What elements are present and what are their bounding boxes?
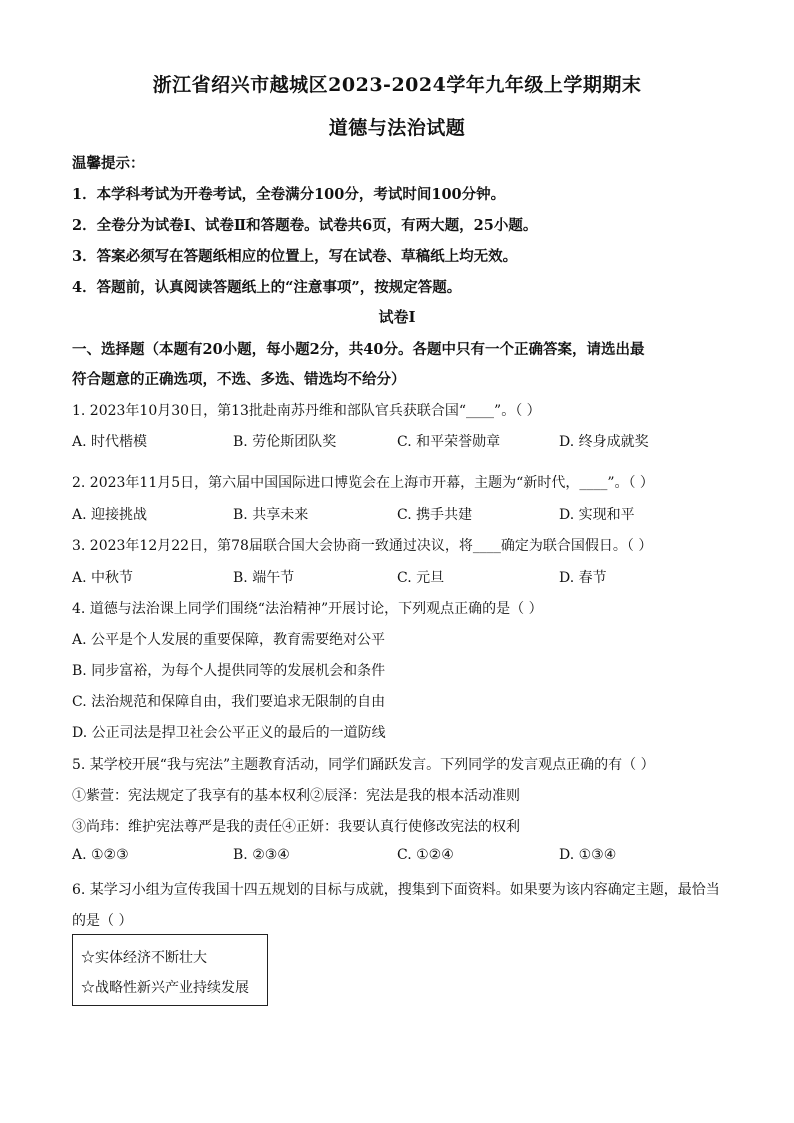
material-item: ☆实体经济不断壮大 — [81, 950, 207, 966]
question-stem: 2. 2023年11月5日，第六届中国国际进口博览会在上海市开幕，主题为“新时代，____”。（ ） — [72, 475, 654, 491]
part-heading-cont: 符合题意的正确选项，不选、多选、错选均不给分） — [72, 371, 406, 388]
option-b: B. ②③④ — [233, 847, 290, 863]
option-a: A. 时代楷模 — [72, 434, 148, 450]
option-a: A. 中秋节 — [72, 570, 134, 586]
option-c: C. 法治规范和保障自由，我们要追求无限制的自由 — [72, 694, 386, 710]
tip-item: 1．本学科考试为开卷考试，全卷满分100分，考试时间100分钟。 — [72, 186, 506, 203]
option-b: B. 劳伦斯团队奖 — [233, 434, 337, 450]
option-c: C. ①②④ — [397, 847, 454, 863]
question-stem: 6. 某学习小组为宣传我国十四五规划的目标与成就，搜集到下面资料。如果要为该内容确定主题，最恰当 — [72, 882, 720, 898]
statement-line: ③尚玮：维护宪法尊严是我的责任④正妍：我要认真行使修改宪法的权利 — [72, 819, 520, 835]
option-c: C. 和平荣誉勋章 — [397, 434, 501, 450]
tips-label: 温馨提示： — [72, 155, 145, 172]
option-a: A. 迎接挑战 — [72, 507, 148, 523]
option-b: B. 端午节 — [233, 570, 295, 586]
option-b: B. 同步富裕，为每个人提供同等的发展机会和条件 — [72, 663, 386, 679]
question-stem-cont: 的是（ ） — [72, 913, 133, 929]
option-a: A. ①②③ — [72, 847, 129, 863]
question-stem: 4. 道德与法治课上同学们围绕“法治精神”开展讨论，下列观点正确的是（ ） — [72, 601, 543, 617]
part-heading: 一、选择题（本题有20小题，每小题2分，共40分。各题中只有一个正确答案，请选出最 — [72, 341, 645, 358]
material-box — [72, 934, 268, 1006]
question-stem: 3. 2023年12月22日，第78届联合国大会协商一致通过决议，将____确定为联合国假日。（ ） — [72, 538, 653, 554]
material-item: ☆战略性新兴产业持续发展 — [81, 980, 249, 996]
question-stem: 5. 某学校开展“我与宪法”主题教育活动，同学们踊跃发言。下列同学的发言观点正确的有（ ） — [72, 757, 655, 773]
option-d: D. 公正司法是捍卫社会公平正义的最后的一道防线 — [72, 725, 386, 741]
option-d: D. 终身成就奖 — [559, 434, 649, 450]
tip-item: 3．答案必须写在答题纸相应的位置上，写在试卷、草稿纸上均无效。 — [72, 248, 518, 265]
option-a: A. 公平是个人发展的重要保障，教育需要绝对公平 — [72, 632, 386, 648]
option-d: D. 春节 — [559, 570, 607, 586]
section-title: 试卷Ⅰ — [378, 308, 416, 326]
statement-line: ①紫萱：宪法规定了我享有的基本权利②辰泽：宪法是我的根本活动准则 — [72, 788, 520, 804]
question-stem: 1. 2023年10月30日，第13批赴南苏丹维和部队官兵获联合国“____”。（ ） — [72, 403, 541, 419]
option-d: D. ①③④ — [559, 847, 617, 863]
tip-item: 2．全卷分为试卷Ⅰ、试卷Ⅱ和答题卷。试卷共6页，有两大题，25小题。 — [72, 217, 538, 234]
tip-item: 4．答题前，认真阅读答题纸上的“注意事项”，按规定答题。 — [72, 279, 462, 296]
option-b: B. 共享未来 — [233, 507, 309, 523]
exam-title: 浙江省绍兴市越城区2023-2024学年九年级上学期期末 — [152, 74, 642, 96]
option-d: D. 实现和平 — [559, 507, 635, 523]
option-c: C. 携手共建 — [397, 507, 473, 523]
option-c: C. 元旦 — [397, 570, 445, 586]
exam-subject: 道德与法治试题 — [328, 117, 466, 139]
